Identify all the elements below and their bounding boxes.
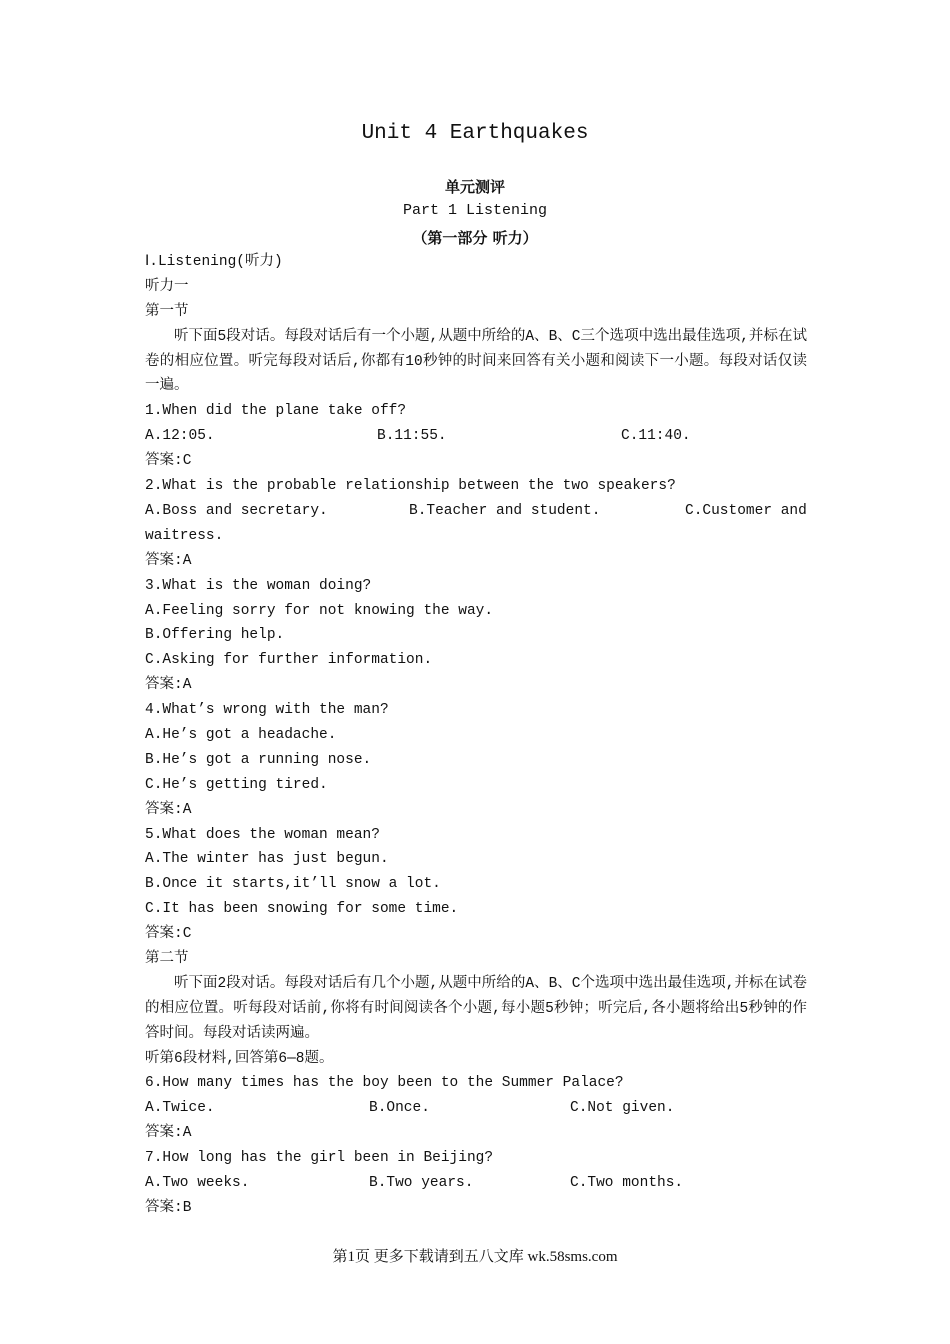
- option-c-continued: waitress.: [145, 527, 224, 544]
- answer-3: 答案:A: [145, 677, 192, 694]
- answer-5: 答案:C: [145, 926, 192, 943]
- option-a: A.12:05.: [145, 428, 215, 445]
- question-6: 6.How many times has the boy been to the Summer Palace?: [145, 1075, 624, 1092]
- option-a: A.The winter has just begun.: [145, 851, 389, 868]
- option-b: B.He’s got a running nose.: [145, 751, 372, 768]
- option-c: C.Not given.: [570, 1100, 675, 1117]
- option-b: B.Once.: [369, 1100, 430, 1117]
- answer-4: 答案:A: [145, 801, 192, 818]
- unit-assessment-heading: 单元测评: [444, 178, 505, 196]
- question-7: 7.How long has the girl been in Beijing?: [145, 1150, 494, 1167]
- question-1-options: [145, 424, 807, 449]
- answer-6: 答案:A: [145, 1125, 192, 1142]
- answer-2: 答案:A: [145, 552, 192, 569]
- option-c: C.Asking for further information.: [145, 652, 433, 669]
- option-a: A.Feeling sorry for not knowing the way.: [145, 602, 494, 619]
- option-b: B.Offering help.: [145, 627, 285, 644]
- listening-one-label: 听力一: [145, 278, 189, 295]
- section-heading: Ⅰ.Listening(听力): [145, 254, 283, 270]
- question-6-options: [145, 1096, 807, 1121]
- option-a: A.He’s got a headache.: [145, 726, 337, 743]
- option-c: C.Two months.: [570, 1175, 684, 1192]
- option-a: A.Boss and secretary.: [145, 502, 328, 519]
- question-7-options: [145, 1171, 807, 1196]
- section1-instruction: 听下面5段对话。每段对话后有一个小题,从题中所给的A、B、C三个选项中选出最佳选项,并标在试卷的相应位置。听完每段对话后,你都有10秒钟的时间来回答有关小题和阅读下一小题。每段对话仅读一遍。: [145, 328, 807, 395]
- section2-instruction: 听下面2段对话。每段对话后有几个小题,从题中所给的A、B、C个选项中选出最佳选项,并标在试卷的相应位置。听每段对话前,你将有时间阅读各个小题,每小题5秒钟；听完后,各小题将给出5秒钟的作答时间。每段对话读两遍。: [145, 975, 807, 1042]
- question-4: 4.What’s wrong with the man?: [145, 702, 389, 719]
- document-body: [145, 250, 807, 1221]
- section2-label: 第二节: [145, 950, 189, 967]
- question-5: 5.What does the woman mean?: [145, 826, 380, 843]
- option-a: A.Twice.: [145, 1100, 215, 1117]
- option-c: C.Customer and: [685, 502, 807, 519]
- section1-label: 第一节: [145, 303, 189, 320]
- question-2-options: [145, 499, 807, 524]
- answer-7: 答案:B: [145, 1199, 192, 1216]
- page-title: Unit 4 Earthquakes: [361, 122, 589, 145]
- answer-1: 答案:C: [145, 453, 192, 470]
- material-instruction: 听第6段材料,回答第6—8题。: [145, 1050, 334, 1067]
- option-b: B.Two years.: [369, 1175, 474, 1192]
- option-b: B.11:55.: [377, 428, 447, 445]
- question-3: 3.What is the woman doing?: [145, 577, 372, 594]
- question-2: 2.What is the probable relationship between the two speakers?: [145, 478, 676, 495]
- option-c: C.It has been snowing for some time.: [145, 901, 459, 918]
- question-1: 1.When did the plane take off?: [145, 403, 407, 420]
- option-b: B.Teacher and student.: [409, 502, 601, 519]
- option-b: B.Once it starts,it’ll snow a lot.: [145, 876, 441, 893]
- option-a: A.Two weeks.: [145, 1175, 250, 1192]
- page-footer: 第1页 更多下载请到五八文库 wk.58sms.com: [332, 1249, 618, 1265]
- option-c: C.He’s getting tired.: [145, 776, 328, 793]
- option-c: C.11:40.: [621, 428, 691, 445]
- part-heading-chinese: （第一部分 听力）: [412, 229, 538, 247]
- part-heading: Part 1 Listening: [402, 202, 548, 219]
